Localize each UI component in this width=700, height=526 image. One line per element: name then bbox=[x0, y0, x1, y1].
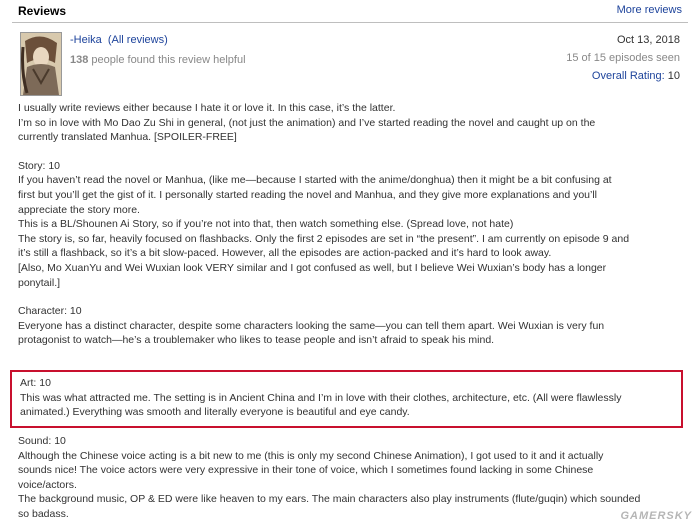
overall-rating-value: 10 bbox=[667, 70, 680, 82]
helpful-number: 138 bbox=[70, 54, 89, 66]
intro-line: currently translated Manhua. [SPOILER-FREE] bbox=[18, 131, 237, 144]
reviewer-name-link[interactable]: -Heika bbox=[70, 34, 102, 46]
avatar[interactable] bbox=[20, 32, 62, 96]
overall-rating-label: Overall Rating: bbox=[591, 70, 665, 82]
overall-rating bbox=[566, 70, 680, 82]
art-section-highlight bbox=[10, 370, 683, 428]
review-meta bbox=[12, 30, 688, 96]
reviewer-line bbox=[70, 34, 168, 46]
art-line: animated.) Everything was smooth and literally everyone is beautiful and eye candy. bbox=[20, 406, 410, 419]
sound-line: Although the Chinese voice acting is a bit new to me (this is only my second Chinese Animation), I got used to it and it actually bbox=[18, 449, 604, 462]
helpful-text: people found this review helpful bbox=[91, 54, 246, 66]
reviews-header bbox=[12, 0, 688, 23]
character-section bbox=[18, 304, 682, 348]
review-body bbox=[18, 101, 682, 362]
gamersky-watermark: GAMERSKY bbox=[620, 510, 692, 522]
all-reviews-link[interactable]: (All reviews) bbox=[107, 34, 168, 46]
art-section bbox=[20, 376, 676, 420]
intro-line: I’m so in love with Mo Dao Zu Shi in general, (not just the animation) and I’ve started reading the novel and caught up on the bbox=[18, 116, 596, 129]
character-line: Everyone has a distinct character, despite some characters looking the same—you can tell them apart. Wei Wuxian is very fun bbox=[18, 319, 605, 332]
art-line: This was what attracted me. The setting is in Ancient China and I’m in love with their clothes, architecture, etc. (All were flawlessly bbox=[20, 391, 622, 404]
story-line: appreciate the story more. bbox=[18, 203, 140, 216]
character-heading: Character: 10 bbox=[18, 305, 82, 318]
story-line: first but you’ll get the gist of it. I personally started reading the novel and Manhua, and they give more explanations and you’ll bbox=[18, 188, 598, 201]
review-stats bbox=[566, 34, 680, 82]
more-reviews-link[interactable]: More reviews bbox=[616, 4, 682, 16]
sound-heading: Sound: 10 bbox=[18, 435, 66, 447]
sound-line: so badass. bbox=[18, 507, 69, 520]
story-heading: Story: 10 bbox=[18, 159, 61, 172]
episodes-seen: 15 of 15 episodes seen bbox=[566, 52, 680, 64]
story-line: The story is, so far, heavily focused on flashbacks. Only the first 2 episodes are set in “the present”. I am currently on episode 9 and bbox=[18, 232, 630, 245]
story-section bbox=[18, 159, 682, 290]
sound-line: sounds nice! The voice actors were very expressive in their tone of voice, which I sometimes found lacking in some Chinese bbox=[18, 464, 594, 477]
intro-section bbox=[18, 101, 682, 145]
character-line: protagonist to watch—he’s a troublemaker who likes to tease people and isn’t afraid to speak his mind. bbox=[18, 334, 495, 347]
sound-section bbox=[18, 434, 682, 522]
story-line: it’s still a flashback, so it’s a bit slow-paced. However, all the episodes are action-packed and it’s hard to look away. bbox=[18, 247, 552, 260]
intro-line: I usually write reviews either because I hate it or love it. In this case, it’s the latter. bbox=[18, 102, 396, 114]
art-heading: Art: 10 bbox=[20, 377, 51, 389]
story-line: ponytail.] bbox=[18, 276, 61, 289]
reviews-title: Reviews bbox=[18, 4, 67, 18]
review-date: Oct 13, 2018 bbox=[617, 34, 680, 46]
sound-line: The background music, OP & ED were like heaven to my ears. The main characters also play instruments (flute/guqin) which sounded bbox=[18, 493, 641, 506]
story-line: If you haven’t read the novel or Manhua, (like me—because I started with the anime/donghua) then it might be a bit confusing at bbox=[18, 174, 612, 187]
story-line: [Also, Mo XuanYu and Wei Wuxian look VERY similar and I got confused as well, but I believe Wei Wuxian’s body has a longer bbox=[18, 261, 607, 274]
avatar-image-icon bbox=[21, 33, 61, 95]
helpful-count bbox=[70, 54, 246, 66]
story-line: This is a BL/Shounen Ai Story, so if you’re not into that, then watch something else. (Spread love, not hate) bbox=[18, 218, 514, 231]
sound-line: voice/actors. bbox=[18, 478, 77, 491]
